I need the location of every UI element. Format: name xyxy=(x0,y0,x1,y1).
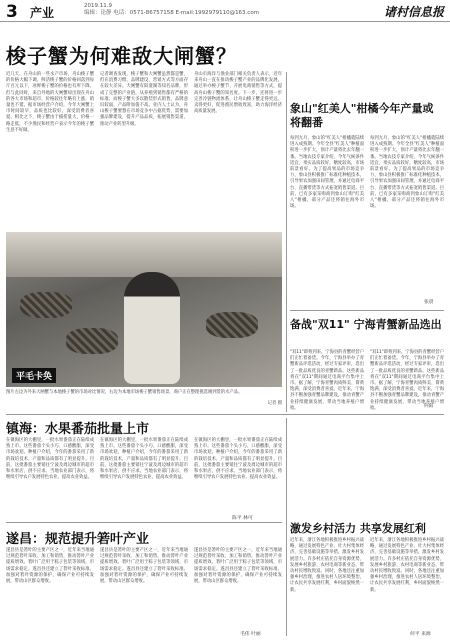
photo-tag: 平毛卡奂 xyxy=(12,368,56,383)
photo-caption: 图片左边为外来大闸蟹与本地梭子蟹的市场对比情况，右边为本地市场梭子蟹销售场景，商户正在整理挑选刚到货的水产品。 xyxy=(6,390,243,395)
header-meta xyxy=(84,3,259,17)
bottom-story-1-author: 陈平 林可 xyxy=(232,516,253,521)
bottom-story-3-title: 激发乡村活力 共享发展红利 xyxy=(290,522,426,535)
photo-background xyxy=(6,232,282,277)
section-rule xyxy=(290,310,444,311)
bottom-story-1-body-cont: 在镇海区的大棚里，一批水果番茄正在陆续成熟上市。这些番茄个头小巧、口感酸甜，深受市场欢迎。种植户介绍，今年的番茄采用了新的栽培技术，产量和品质都有了明显提升。目前，这批番茄主要销往宁波及周边城市的超市和水果店，供不应求。当地农业部门表示，将继续引导农户发展特色农业，提高农业效益。 xyxy=(100,438,188,481)
photo-credit: 记者 摄 xyxy=(267,401,282,406)
page-number: 3 xyxy=(6,2,18,22)
bottom-story-2-author: 毛伟 叶丽 xyxy=(240,632,261,637)
side-story-1-body-cont: 每到九月，象山的"红美人"柑橘就陆续进入成熟期。今年全县"红美人"种植面积进一步扩大，预计产量将比去年翻一番。当地农技专家介绍，今年气候条件适宜，果实品质较好，糖度较高，市场前景看好。为了提高果品的市场竞争力，象山县积极推广标准化种植技术，引导果农加强田间管理，并通过电商平台、直播带货等方式拓宽销售渠道。目前，已有多家采购商到象山订购"红美人"柑橘，部分产品还将销往海外市场。 xyxy=(370,136,444,210)
column-divider xyxy=(286,418,287,636)
side-story-1-body: 每到九月，象山的"红美人"柑橘就陆续进入成熟期。今年全县"红美人"种植面积进一步扩大，预计产量将比去年翻一番。当地农技专家介绍，今年气候条件适宜，果实品质较好，糖度较高，市场前景看好。为了提高果品的市场竞争力，象山县积极推广标准化种植技术，引导果农加强田间管理，并通过电商平台、直播带货等方式拓宽销售渠道。目前，已有多家采购商到象山订购"红美人"柑橘，部分产品还将销往海外市场。 xyxy=(290,136,364,210)
vendor-figure xyxy=(124,272,180,384)
bottom-story-2-body-cont: 遂昌县是箬叶的主要产区之一，近年来当地通过规范箬叶采收、加工和销售，推动箬叶产业提质增效。箬叶广泛用于粽子包装等领域，市场需求稳定。遂昌县还建立了箬叶采收标准，加强对箬叶资源的保护，确保产业可持续发展，带动山区群众增收。 xyxy=(100,548,188,585)
section-rule xyxy=(6,522,282,523)
side-story-2-author: 何阳 xyxy=(424,404,434,409)
side-story-2-body-cont: "双11"即将到来，宁海县的青蟹经营户们正忙着备货。今年，宁海县举办了青蟹新品评选活动，经过专家评审，选出了一批品质优良的青蟹新品。这些新品将在"双11"期间通过电商平台集中上市。据了解，宁海青蟹肉质鲜美、膏黄饱满，深受消费者喜爱。近年来，宁海县不断加强青蟹品牌建设，推动青蟹产业持续健康发展，带动当地养殖户增收。 xyxy=(370,350,444,411)
bottom-story-3-body-cont: 近年来，浙江各地积极推进乡村振兴战略，通过发展特色产业、壮大村集体经济、完善基础设施等举措，激发乡村发展活力。许多村庄依托自身资源优势，发展乡村旅游、农村电商等新业态，带动村民增收致富。同时，各地还注重加强乡村治理，推进农村人居环境整治，让农民共享发展红利，乡村面貌焕然一新。 xyxy=(370,538,444,593)
crab-basket xyxy=(66,328,118,354)
bottom-story-1-title: 镇海：水果番茄批量上市 xyxy=(6,422,150,437)
bottom-story-1-body-cont2: 在镇海区的大棚里，一批水果番茄正在陆续成熟上市。这些番茄个头小巧、口感酸甜，深受市场欢迎。种植户介绍，今年的番茄采用了新的栽培技术，产量和品质都有了明显提升。目前，这批番茄主要销往宁波及周边城市的超市和水果店，供不应求。当地农业部门表示，将继续引导农户发展特色农业，提高农业效益。 xyxy=(194,438,282,481)
side-story-2-title: 备战"双11" 宁海青蟹新品选出 xyxy=(290,318,442,331)
lead-column-1: 近几天，在舟山的一些水产市场，舟山梭子蟹的价格大幅下调，鲜活梭子蟹的价格回落到每斤百元以下，冰鲜梭子蟹的价格也有所下降。但与此同时，来自外地的大闸蟹却出现在舟山的各大市场和超市，价格较往年略有上涨，销量也不错。据市场经营户介绍，今年大闸蟹上市时间较早，品质也比较好，深受消费者喜爱。相比之下，梭子蟹由于捕捞量大，价格一路走低，不少渔民和经营户表示今年的梭子蟹生意不好做。 xyxy=(6,72,94,133)
issue-date: 2019.11.9 xyxy=(84,3,112,9)
side-story-1-title: 象山"红美人"柑橘今年产量或将翻番 xyxy=(290,102,434,129)
bottom-story-1-body: 在镇海区的大棚里，一批水果番茄正在陆续成熟上市。这些番茄个头小巧、口感酸甜，深受市场欢迎。种植户介绍，今年的番茄采用了新的栽培技术，产量和品质都有了明显提升。目前，这批番茄主要销往宁波及周边城市的超市和水果店，供不应求。当地农业部门表示，将继续引导农户发展特色农业，提高农业效益。 xyxy=(6,438,94,481)
editor-contact: 编辑：论静 电话：0571-86757158 E-mail:1992979110@163.com xyxy=(84,10,260,16)
side-story-2-body: "双11"即将到来，宁海县的青蟹经营户们正忙着备货。今年，宁海县举办了青蟹新品评选活动，经过专家评审，选出了一批品质优良的青蟹新品。这些新品将在"双11"期间通过电商平台集中上市。据了解，宁海青蟹肉质鲜美、膏黄饱满，深受消费者喜爱。近年来，宁海县不断加强青蟹品牌建设，推动青蟹产业持续健康发展，带动当地养殖户增收。 xyxy=(290,350,364,411)
section-label: 产业 xyxy=(30,6,55,20)
lead-column-2: 记者调查发现，梭子蟹和大闸蟹虽然都是蟹，但在消费习惯、品牌建设、营销方式等方面存在较大差异。大闸蟹有阳澄湖等知名品牌，形成了完整的产业链，从养殖到销售都有严格的标准；而梭子蟹大多以散装形式销售，品牌意识较弱，产品附加值不高。业内人士认为，舟山梭子蟹要想在市场竞争中占据优势，需要加强品牌建设，提升产品品质，拓展销售渠道，推动产业转型升级。 xyxy=(100,72,188,127)
bottom-story-3-author: 何平 来源 xyxy=(410,632,431,637)
section-rule xyxy=(6,414,444,415)
side-story-1-author: 张晨 xyxy=(424,300,434,305)
lead-column-3: 舟山市海洋与渔业部门相关负责人表示，近年来舟山一直在推动梭子蟹产业的品牌化发展，通过举办梭子蟹节、开展电商销售等方式，提高舟山梭子蟹的知名度。下一步，还将进一步完善冷链物流体系，让舟山梭子蟹走得更远、卖得更好，促进渔民增收致富，助力海洋经济高质量发展。 xyxy=(194,72,282,115)
column-divider xyxy=(286,72,287,412)
lead-headline: 梭子蟹为何难敌大闸蟹？ xyxy=(6,44,237,68)
newspaper-brand: 诸村信息报 xyxy=(383,5,444,19)
page-header xyxy=(0,0,450,22)
crab-basket xyxy=(206,312,258,338)
lead-photo xyxy=(6,232,282,387)
bottom-story-2-title: 遂昌：规范提升箬叶产业 xyxy=(6,532,150,547)
bottom-story-2-body: 遂昌县是箬叶的主要产区之一，近年来当地通过规范箬叶采收、加工和销售，推动箬叶产业提质增效。箬叶广泛用于粽子包装等领域，市场需求稳定。遂昌县还建立了箬叶采收标准，加强对箬叶资源的保护，确保产业可持续发展，带动山区群众增收。 xyxy=(6,548,94,585)
bottom-story-3-body: 近年来，浙江各地积极推进乡村振兴战略，通过发展特色产业、壮大村集体经济、完善基础设施等举措，激发乡村发展活力。许多村庄依托自身资源优势，发展乡村旅游、农村电商等新业态，带动村民增收致富。同时，各地还注重加强乡村治理，推进农村人居环境整治，让农民共享发展红利，乡村面貌焕然一新。 xyxy=(290,538,364,593)
crab-basket xyxy=(20,292,72,318)
bottom-story-2-body-cont2: 遂昌县是箬叶的主要产区之一，近年来当地通过规范箬叶采收、加工和销售，推动箬叶产业提质增效。箬叶广泛用于粽子包装等领域，市场需求稳定。遂昌县还建立了箬叶采收标准，加强对箬叶资源的保护，确保产业可持续发展，带动山区群众增收。 xyxy=(194,548,282,585)
